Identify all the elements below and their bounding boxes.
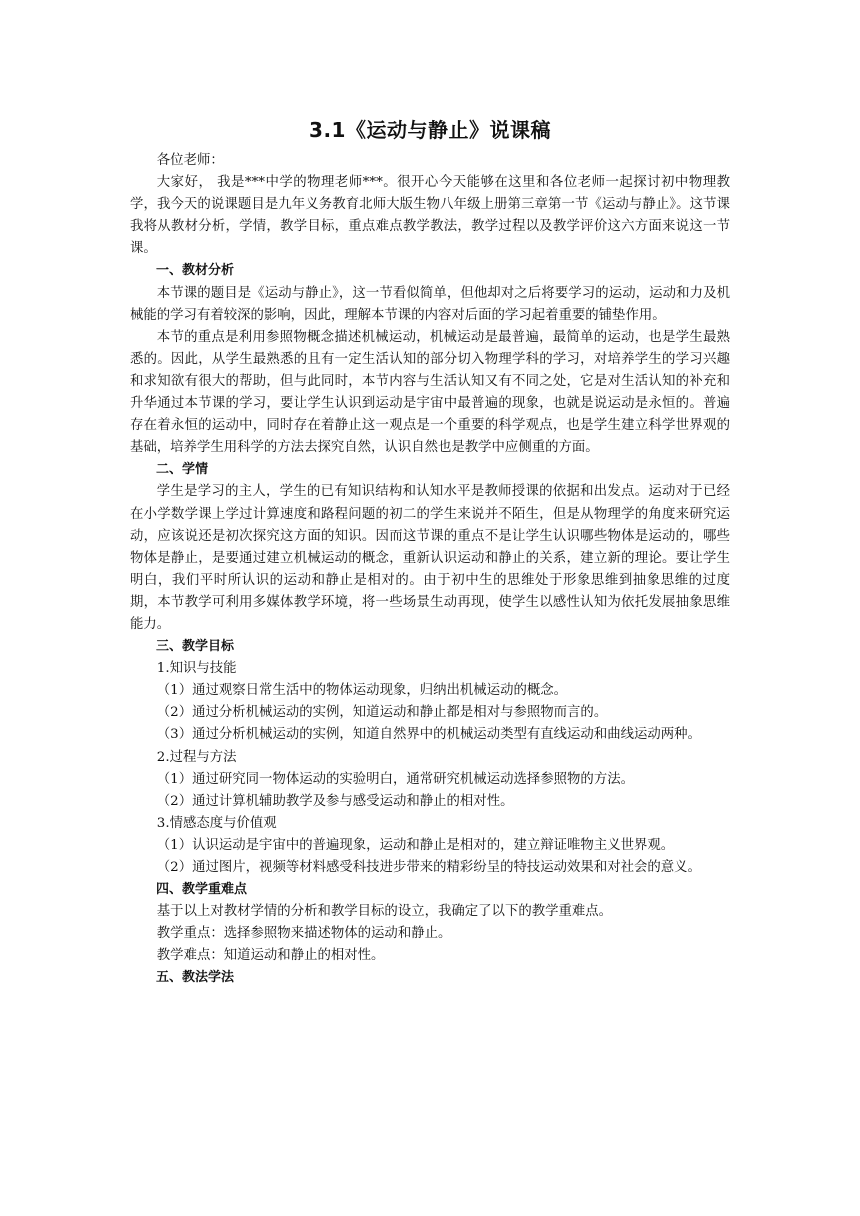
goal-item: （1）认识运动是宇宙中的普遍现象，运动和静止是相对的，建立辩证唯物主义世界观。 bbox=[156, 837, 675, 853]
textbook-analysis-paragraph-1: 本节课的题目是《运动与静止》，这一节看似简单，但他却对之后将要学习的运动，运动和力及机械能的学习有着较深的影响，因此，理解本节课的内容对后面的学习起着重要的铺垫作用。 bbox=[130, 285, 730, 323]
student-situation-paragraph: 学生是学习的主人，学生的已有知识结构和认知水平是教师授课的依据和出发点。运动对于已经在小学数学课上学过计算速度和路程问题的初二的学生来说并不陌生，但是从物理学的角度来研究运动，应该说还是初次探究这方面的知识。因而这节课的重点不是让学生认识哪些物体是运动的，哪些物体是静止，是要通过建立机械运动的概念，重新认识运动和静止的关系，建立新的理论。要让学生明白，我们平时所认识的运动和静止是相对的。由于初中生的思维处于形象思维到抽象思维的过度期，本节教学可利用多媒体教学环境，将一些场景生动再现，使学生以感性认知为依托发展抽象思维能力。 bbox=[130, 484, 730, 632]
intro-paragraph: 大家好， 我是***中学的物理老师***。很开心今天能够在这里和各位老师一起探讨初中物理教学，我今天的说课题目是九年义务教育北师大版生物八年级上册第三章第一节《运动与静止》。这节课我将从教材分析，学情，教学目标，重点难点教学教法，教学过程以及教学评价这六方面来说这一节课。 bbox=[130, 175, 730, 257]
goal-item: （2）通过分析机械运动的实例，知道运动和静止都是相对与参照物而言的。 bbox=[156, 705, 608, 721]
goal-item: （2）通过计算机辅助教学及参与感受运动和静止的相对性。 bbox=[156, 793, 514, 809]
goal-item: （3）通过分析机械运动的实例，知道自然界中的机械运动类型有直线运动和曲线运动两种。 bbox=[156, 727, 701, 743]
goal-item: （1）通过观察日常生活中的物体运动现象，归纳出机械运动的概念。 bbox=[156, 683, 568, 699]
goal-subheading-process-methods: 2.过程与方法 bbox=[156, 749, 237, 765]
section-heading-key-difficult-points: 四、教学重难点 bbox=[156, 882, 248, 898]
section-heading-textbook-analysis: 一、教材分析 bbox=[156, 263, 235, 279]
section-heading-teaching-goals: 三、教学目标 bbox=[156, 639, 235, 655]
document-body bbox=[130, 150, 730, 990]
goal-subheading-knowledge-skills: 1.知识与技能 bbox=[156, 661, 237, 677]
section-heading-student-situation: 二、学情 bbox=[156, 462, 209, 478]
key-difficult-intro: 基于以上对教材学情的分析和教学目标的设立，我确定了以下的教学重难点。 bbox=[156, 904, 613, 920]
key-point: 教学重点：选择参照物来描述物体的运动和静止。 bbox=[156, 926, 452, 942]
goal-item: （1）通过研究同一物体运动的实验明白，通常研究机械运动选择参照物的方法。 bbox=[156, 771, 634, 787]
difficult-point: 教学难点：知道运动和静止的相对性。 bbox=[156, 948, 385, 964]
document-title: 3.1《运动与静止》说课稿 bbox=[309, 118, 551, 142]
goal-item: （2）通过图片，视频等材料感受科技进步带来的精彩纷呈的特技运动效果和对社会的意义。 bbox=[156, 860, 701, 875]
section-heading-teaching-methods: 五、教法学法 bbox=[156, 970, 235, 986]
greeting: 各位老师： bbox=[156, 153, 224, 168]
goal-subheading-attitudes-values: 3.情感态度与价值观 bbox=[156, 815, 277, 831]
textbook-analysis-paragraph-2: 本节的重点是利用参照物概念描述机械运动，机械运动是最普遍，最简单的运动，也是学生最熟悉的。因此，从学生最熟悉的且有一定生活认知的部分切入物理学科的学习，对培养学生的学习兴趣和求知欲有很大的帮助，但与此同时，本节内容与生活认知又有不同之处，它是对生活认知的补充和升华通过本节课的学习，要让学生认识到运动是宇宙中最普遍的现象，也就是说运动是永恒的。普遍存在着永恒的运动中，同时存在着静止这一观点是一个重要的科学观点，也是学生建立科学世界观的基础，培养学生用科学的方法去探究自然，认识自然也是教学中应侧重的方面。 bbox=[130, 329, 730, 456]
